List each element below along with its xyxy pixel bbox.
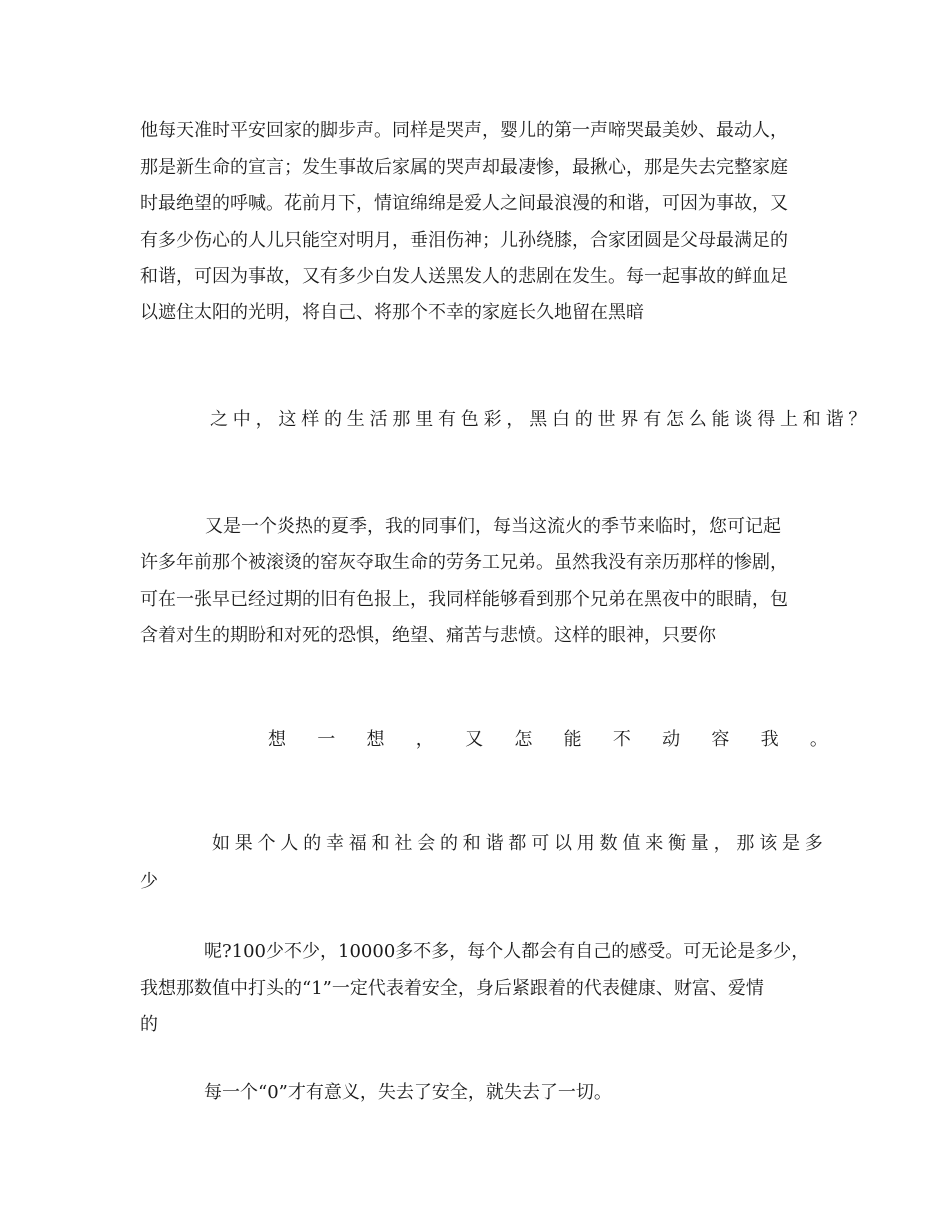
text-line: 有多少伤心的人儿只能空对明月，垂泪伤神；儿孙绕膝，合家团圆是父母最满足的 bbox=[140, 230, 788, 251]
text-line: 时最绝望的呼喊。花前月下，情谊绵绵是爱人之间最浪漫的和谐，可因为事故，又 bbox=[140, 193, 788, 214]
text-line: 以遮住太阳的光明，将自己、将那个不幸的家庭长久地留在黑暗 bbox=[140, 302, 644, 323]
char: 想 bbox=[366, 729, 385, 750]
text-line: 许多年前那个被滚烫的窑灰夺取生命的劳务工兄弟。虽然我没有亲历那样的惨剧， bbox=[140, 552, 788, 573]
text-line: 如果个人的幸福和社会的和谐都可以用数值来衡量，那该是多 bbox=[212, 833, 828, 854]
char: 能 bbox=[563, 729, 582, 750]
text-line: 又是一个炎热的夏季，我的同事们，每当这流火的季节来临时，您可记起 bbox=[205, 516, 781, 537]
text-line: 那是新生命的宣言；发生事故后家属的哭声却最凄惨，最揪心，那是失去完整家庭 bbox=[140, 157, 788, 178]
text-line: 和谐，可因为事故，又有多少白发人送黑发人的悲剧在发生。每一起事故的鲜血足 bbox=[140, 266, 788, 287]
text-line: 呢?100少不少，10000多不多，每个人都会有自己的感受。可无论是多少， bbox=[204, 941, 810, 962]
text-line: 他每天准时平安回家的脚步声。同样是哭声，婴儿的第一声啼哭最美妙、最动人， bbox=[140, 120, 788, 141]
text-line: 的 bbox=[140, 1014, 158, 1035]
text-line: 少 bbox=[140, 871, 158, 892]
char: 一 bbox=[317, 729, 336, 750]
text-line: 可在一张早已经过期的旧有色报上，我同样能够看到那个兄弟在黑夜中的眼睛，包 bbox=[140, 589, 788, 610]
char: 动 bbox=[662, 729, 681, 750]
char: 想 bbox=[268, 729, 286, 750]
char: 不 bbox=[612, 729, 631, 750]
text-line: 每一个“0”才有意义，失去了安全，就失去了一切。 bbox=[204, 1082, 612, 1103]
char: 怎 bbox=[514, 729, 533, 750]
char: 我 bbox=[760, 729, 779, 750]
text-line: 我想那数值中打头的“1”一定代表着安全，身后紧跟着的代表健康、财富、爱情 bbox=[140, 978, 764, 999]
char: 容 bbox=[711, 729, 730, 750]
char: 又 bbox=[465, 729, 484, 750]
text-line: 含着对生的期盼和对死的恐惧，绝望、痛苦与悲愤。这样的眼神，只要你 bbox=[140, 625, 716, 646]
text-line: 之中，这样的生活那里有色彩，黑白的世界有怎么能谈得上和谐？ bbox=[210, 409, 872, 430]
char: 。 bbox=[809, 729, 828, 750]
char: ， bbox=[415, 729, 434, 750]
justified-line bbox=[268, 728, 828, 754]
